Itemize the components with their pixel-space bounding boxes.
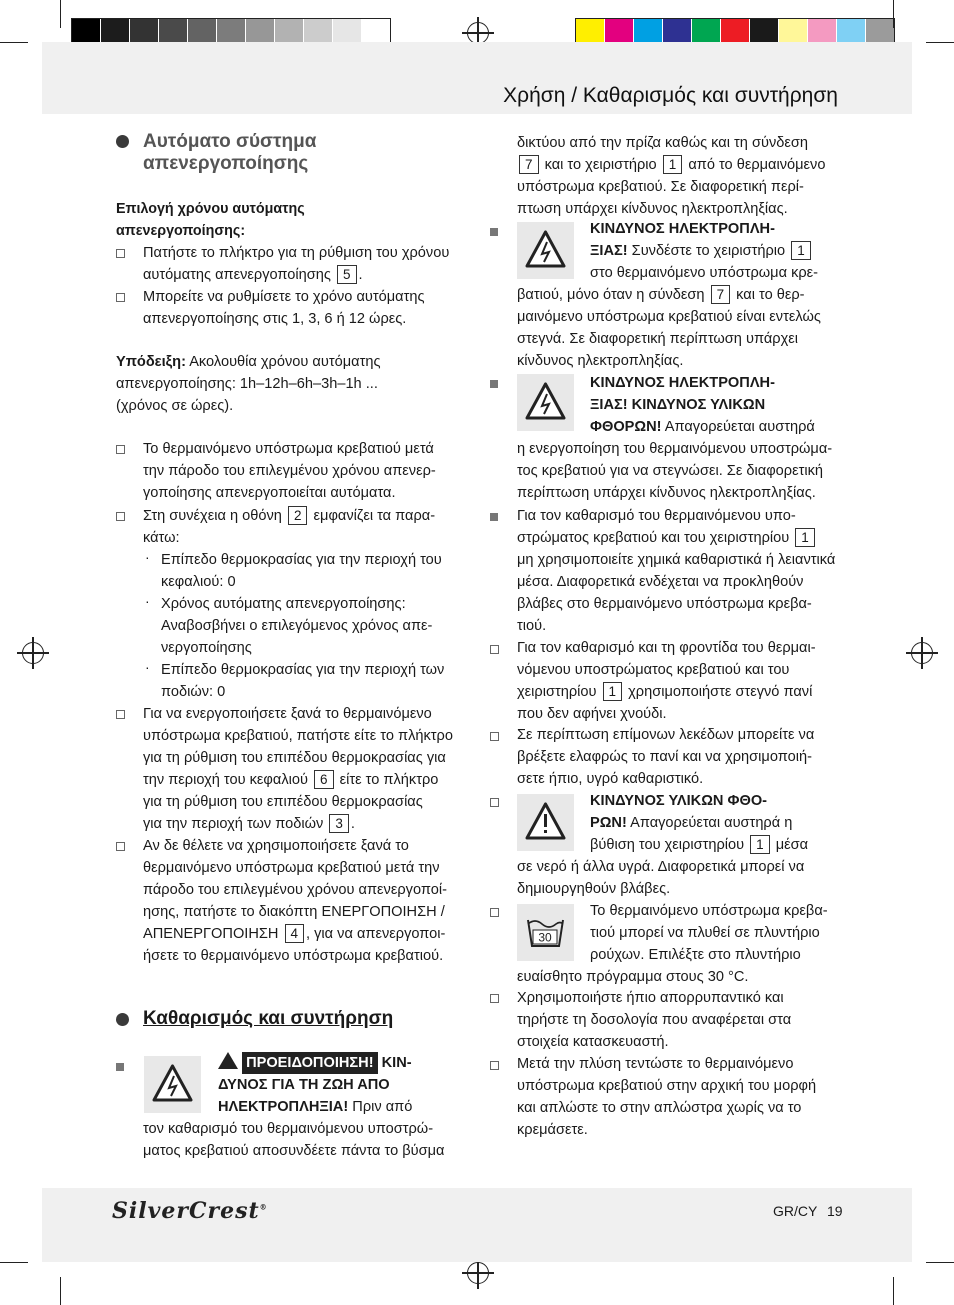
list-item: Σε περίπτωση επίμονων λεκέδων μπορείτε να βρέξετε ελαφρώς το πανί και να χρησιμοποιή- σετε ήπιο, υγρό καθαριστικό. (517, 727, 815, 787)
list-item: Το θερμαινόμενο υπόστρωμα κρεβατιού μετά την πάροδο του επιλεγμένου χρόνου απενερ- γοποίησης απενεργοποιείται αυτόματα. (143, 441, 436, 501)
crop-mark (893, 1277, 894, 1305)
sub-bullet: · (145, 593, 150, 609)
danger-block: ΚΙΝΔΥΝΟΣ ΗΛΕΚΤΡΟΠΛΗ- ΞΙΑΣ! Συνδέστε το χειριστήριο 1 στο θερμαινόμενο υπόστρωμα κρε- (590, 221, 819, 281)
list-item: Για να ενεργοποιήσετε ξανά το θερμαινόμενο υπόστρωμα κρεβατιού, πατήστε είτε το πλήκτρο για τη ρύθμιση του επιπέδου θερμοκρασίας για την περιοχή του κεφαλιού 6 είτε το πλήκτρο για τη ρύθμιση του επιπέδου θερμοκρασίας για την περιοχή των ποδιών 3 . (143, 706, 453, 832)
list-bullet (490, 798, 499, 807)
danger-block: ΚΙΝΔΥΝΟΣ ΗΛΕΚΤΡΟΠΛΗ- ΞΙΑΣ! ΚΙΝΔΥΝΟΣ ΥΛΙΚΩΝ ΦΘΟΡΩΝ! Απαγορεύεται αυστηρά (590, 375, 815, 435)
page-title: Χρήση / Καθαρισμός και συντήρηση (503, 84, 838, 107)
warning-block: ΠΡΟΕΙΔΟΠΟΙΗΣΗ! ΚΙΝ- ΔΥΝΟΣ ΓΙΑ ΤΗ ΖΩΗ ΑΠΟ ΗΛΕΚΤΡΟΠΛΗΞΙΑ! Πριν από (218, 1052, 412, 1118)
register-mark-icon (467, 1262, 489, 1284)
section-bullet (116, 135, 129, 148)
list-item: Μετά την πλύση τεντώστε το θερμαινόμενο υπόστρωμα κρεβατιού στην αρχική του μορφή και απλώστε το στην απλώστρα χωρίς να το κρεμάσετε. (517, 1056, 817, 1138)
sub-list-item: Επίπεδο θερμοκρασίας για την περιοχή του κεφαλιού: 0 (161, 552, 442, 590)
danger-block: ΚΙΝΔΥΝΟΣ ΥΛΙΚΩΝ ΦΘΟ- ΡΩΝ! Απαγορεύεται αυστηρά η βύθιση του χειριστηρίου 1 μέσα (590, 793, 809, 853)
sub-bullet: · (145, 659, 150, 675)
danger-block-cont: σε νερό ή άλλα υγρά. Διαφορετικά μπορεί να δημιουργηθούν βλάβες. (517, 859, 805, 897)
list-bullet (116, 445, 125, 454)
list-item: Για τον καθαρισμό του θερμαινόμενου υπο- στρώματος κρεβατιού και του χειριστηρίου 1 μη χρησιμοποιείτε χημικά καθαριστικά ή λειαντικά μέσα. Διαφορετικά ενδέχεται να προκληθούν βλάβες στο θερμαινόμενο υπόστρωμα κρεβα- τιού. (517, 508, 836, 634)
list-bullet (116, 512, 125, 521)
electric-warning-icon (144, 1056, 201, 1113)
register-mark-icon (22, 642, 44, 664)
crop-mark (60, 1277, 61, 1305)
brand-logo: SilverCrest® (112, 1198, 268, 1224)
warning-triangle-icon (517, 794, 574, 851)
page-number: 19 (827, 1203, 843, 1219)
list-bullet (490, 380, 498, 388)
warning-triangle-icon (218, 1052, 238, 1069)
register-mark-icon (467, 22, 489, 44)
list-item: Για τον καθαρισμό και τη φροντίδα του θερμαι- νόμενου υποστρώματος κρεβατιού και του χειριστηρίου 1 χρησιμοποιήστε στεγνό πανί που δεν αφήνει χνούδι. (517, 640, 816, 722)
electric-warning-icon (517, 222, 574, 279)
list-bullet (116, 710, 125, 719)
crop-mark (926, 1262, 954, 1263)
sub-list-item: Χρόνος αυτόματης απενεργοποίησης: Αναβοσβήνει ο επιλεγόμενος χρόνος απε- νεργοποίησης (161, 596, 433, 656)
list-bullet (116, 293, 125, 302)
crop-mark (0, 42, 28, 43)
danger-block-cont: βατιού, μόνο όταν η σύνδεση 7 και το θερ- μαινόμενο υπόστρωμα κρεβατιού είναι εντελώς στεγνά. Σε διαφορετική περίπτωση υπάρχει κίνδυνος ηλεκτροπληξίας. (517, 287, 821, 369)
list-item: Πατήστε το πλήκτρο για τη ρύθμιση του χρόνου αυτόματης απενεργοποίησης 5 . (143, 245, 450, 283)
section-title-cleaning: Καθαρισμός και συντήρηση (143, 1008, 394, 1029)
danger-block-cont: η ενεργοποίηση του θερμαινόμενου υποστρώμα- τος κρεβατιού για να στεγνώσει. Σε διαφορετική περίπτωση υπάρχει κίνδυνος ηλεκτροπληξίας. (517, 441, 833, 501)
list-bullet (490, 994, 499, 1003)
list-item-cont: ευαίσθητο πρόγραμμα στους 30 °C. (517, 969, 749, 985)
sub-list-item: Επίπεδο θερμοκρασίας για την περιοχή των ποδιών: 0 (161, 662, 445, 700)
list-bullet (490, 732, 499, 741)
paragraph-cont: δικτύου από την πρίζα καθώς και τη σύνδεση 7 και το χειριστήριο 1 από το θερμαινόμενο υπόστρωμα κρεβατιού. Σε διαφορετική περί- πτωση υπάρχει κίνδυνος ηλεκτροπληξίας. (517, 135, 826, 217)
warning-block-cont: τον καθαρισμό του θερμαινόμενου υποστρώ- ματος κρεβατιού αποσυνδέετε πάντα το βύσμα (143, 1121, 445, 1159)
wash-temp: 30 (538, 930, 552, 945)
list-bullet (116, 1063, 124, 1071)
list-item: Χρησιμοποιήστε ήπιο απορρυπαντικό και τηρήστε τη δοσολογία που αναφέρεται στα στοιχεία κατασκευαστή. (517, 990, 792, 1050)
list-bullet (116, 249, 125, 258)
crop-mark (926, 42, 954, 43)
list-bullet (490, 645, 499, 654)
wash-30-icon (517, 904, 574, 961)
list-item: Το θερμαινόμενο υπόστρωμα κρεβα- τιού μπορεί να πλυθεί σε πλυντήριο ρούχων. Επιλέξτε στο πλυντήριο (590, 903, 828, 963)
crop-mark (893, 0, 894, 28)
crop-mark (60, 0, 61, 28)
crop-mark (0, 1262, 28, 1263)
section-bullet (116, 1013, 129, 1026)
list-bullet (116, 842, 125, 851)
list-bullet (490, 908, 499, 917)
section-title-auto-off: Αυτόματο σύστημα απενεργοποίησης (143, 131, 317, 174)
list-item: Αν δε θέλετε να χρησιμοποιήσετε ξανά το θερμαινόμενο υπόστρωμα κρεβατιού μετά την πάροδο του επιλεγμένου χρόνου απενεργοποί- ησης, πατήστε το διακόπτη ΕΝΕΡΓΟΠΟΙΗΣΗ / ΑΠΕΝΕΡΓΟΠΟΙΗΣΗ 4 , για να απενεργοποι- ήσετε το θερμαινόμενο υπόστρωμα κρεβατιού. (143, 838, 447, 964)
subheading: Επιλογή χρόνου αυτόματης απενεργοποίησης: (116, 201, 305, 239)
locale-label: GR/CY (773, 1203, 818, 1219)
electric-warning-icon (517, 374, 574, 431)
list-bullet (490, 228, 498, 236)
list-item: Στη συνέχεια η οθόνη 2 εμφανίζει τα παρα- κάτω: (143, 508, 436, 546)
sub-bullet: · (145, 549, 150, 565)
list-item: Μπορείτε να ρυθμίσετε το χρόνο αυτόματης απενεργοποίησης στις 1, 3, 6 ή 12 ώρες. (143, 289, 425, 327)
list-bullet (490, 1061, 499, 1070)
list-bullet (490, 513, 498, 521)
register-mark-icon (911, 642, 933, 664)
note: Υπόδειξη: Ακολουθία χρόνου αυτόματης απενεργοποίησης: 1h–12h–6h–3h–1h ... (χρόνος σε ώρες). (116, 354, 381, 414)
